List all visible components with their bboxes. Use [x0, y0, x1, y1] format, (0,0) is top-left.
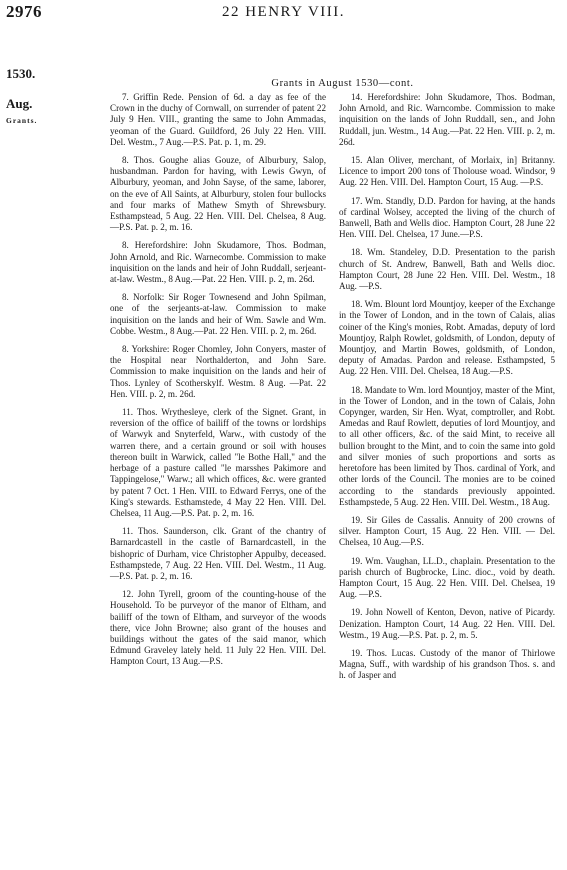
margin-topic: Grants. [6, 116, 38, 125]
calendar-entry: 19. Wm. Vaughan, LL.D., chaplain. Presentation to the parish church of Bugbrocke, Linc. dioc., void by death. Hampton Court, 15 Aug. 22 Hen. VIII. Del. Chelsea, 19 Aug. —P.S. [339, 555, 555, 600]
section-heading: Grants in August 1530—cont. [271, 78, 414, 89]
calendar-entry: 8. Herefordshire: John Skudamore, Thos. Bodman, John Arnold, and Ric. Warnecombe. Commission to make inquisition on the lands and heir of John Ruddall, serjeant-at-law. Westm., 8 Aug.—Pat. 22 Hen. VIII. p. 2, m. 26d. [110, 240, 326, 285]
calendar-entry: 11. Thos. Wrythesleye, clerk of the Signet. Grant, in reversion of the office of bailiff of the towns or lordships of Warwyk and Snyterfeld, Warw., with custody of the warren there, and a certain ground or soil with houses thereon built in Warwick, called "le Bothe Hall," and the herbage of a pasture called "le marsshes Pakimore and Tappingelose," Warw.; all which offices, &c. were granted by patent 7 Oct. 1 Hen. VIII. to Edward Ferrys, one of the King's stewards. Esthamstede, 4 May 22 Hen. VIII. Del. Chelsea, 11 Aug.—P.S. Pat. p. 2, m. 16. [110, 407, 326, 518]
calendar-entry: 8. Norfolk: Sir Roger Townesend and John Spilman, one of the serjeants-at-law. Commission to make inquisition on the lands and heir of Wm. Sawle and Wm. Cobbe. Westm., 8 Aug.—Pat. 22 Hen. VIII. p. 2, m. 26d. [110, 292, 326, 336]
calendar-entry: 18. Mandate to Wm. lord Mountjoy, master of the Mint, in the Tower of London, and in the town of Calais, John Copynger, warden, Sir Hen. Wyat, comptroller, and Robt. Amedas and Rauf Rowlett, deputies of lord Mountjoy, and to all other officers, &c. of the said Mint, to receive all bullion brought to the Mint, and to coin the same into gold and silver monies of such proportions and sorts as heretofore has been limited by Thos. cardinal of York, and other lords of the Council. The monies are to be coined according to the standards previously appointed. Esthampstede, 5 Aug. 22 Hen. VIII. Del. Westm., 18 Aug. [339, 384, 555, 507]
calendar-entry: 8. Yorkshire: Roger Chomley, John Conyers, master of the Hospital near Northalderton, and John Sare. Commission to make inquisition on the lands and heir of Thos. Lynley of Scotherskylf. Westm. 8 Aug. —Pat. 22 Hen. VIII. p. 2, m. 26d. [110, 344, 326, 399]
calendar-entry: 7. Griffin Rede. Pension of 6d. a day as fee of the Crown in the duchy of Cornwall, on surrender of patent 22 July 9 Hen. VIII., granting the same to John Ammadas, yeoman of the Guard. Guildford, 26 July 22 Hen. VIII. Del. Westm., 7 Aug.—P.S. Pat. p. 1, m. 29. [110, 92, 326, 147]
right-column [339, 92, 555, 689]
running-head: 22 HENRY VIII. [221, 4, 346, 20]
calendar-entry: 15. Alan Oliver, merchant, of Morlaix, in] Britanny. Licence to import 200 tons of Tholouse woad. Windsor, 9 Aug. 22 Hen. VIII. Del. Hampton Court, 15 Aug. —P.S. [339, 155, 555, 188]
calendar-entry: 19. Sir Giles de Cassalis. Annuity of 200 crowns of silver. Hampton Court, 15 Aug. 22 Hen. VIII. — Del. Chelsea, 10 Aug.—P.S. [339, 514, 555, 548]
calendar-entry: 19. John Nowell of Kenton, Devon, native of Picardy. Denization. Hampton Court, 14 Aug. 22 Hen. VIII. Del. Westm., 19 Aug.—P.S. Pat. p. 2, m. 5. [339, 607, 555, 640]
page-number: 2976 [6, 2, 42, 21]
calendar-entry: 11. Thos. Saunderson, clk. Grant of the chantry of Barnardcastell in the castle of Barnardcastell, in the bishopric of Durham, vice Christopher Appulby, deceased. Esthampstede, 7 Aug. 22 Hen. VIII. Del. Westm., 11 Aug.—P.S. Pat. p. 2, m. 16. [110, 526, 326, 581]
calendar-entry: 8. Thos. Goughe alias Gouze, of Alburbury, Salop, husbandman. Pardon for having, with Lewis Gwyn, of Alburbury, yeoman, and John Sayse, of the same, laborer, on the eve of All Saints, at Alburbury, stolen four bullocks and four marks of Mathew Smyth of Shrewsbury. Esthampstead, 5 Aug. 22 Hen. VIII. Del. Chelsea, 8 Aug.—P.S. Pat. p. 2, m. 16. [110, 155, 326, 233]
calendar-entry: 17. Wm. Standly, D.D. Pardon for having, at the hands of cardinal Wolsey, accepted the living of the church of Banwell, Bath and Wells dioc. Hampton Court, 28 June 22 Hen. VIII. Del. Chelsea, 17 June.—P.S. [339, 195, 555, 240]
calendar-entry: 12. John Tyrell, groom of the counting-house of the Household. To be purveyor of the manor of Eltham, and bailiff of the town of Eltham, and surveyor of the woods there, vice John Browne; also grant of the houses and buildings without the gates of the said manor, which Edmund Graveley lately held. 11 July 22 Hen. VIII. Del. Hampton Court, 13 Aug.—P.S. [110, 589, 326, 667]
calendar-entry: 19. Thos. Lucas. Custody of the manor of Thirlowe Magna, Suff., with wardship of his grandson Thos. s. and h. of Jasper and [339, 647, 555, 681]
calendar-entry: 14. Herefordshire: John Skudamore, Thos. Bodman, John Arnold, and Ric. Warncombe. Commission to make inquisition on the lands of John Ruddall, sen., and John Ruddall, jun. Westm., 14 Aug.—Pat. 22 Hen. VIII. p. 2, m. 26d. [339, 92, 555, 147]
year-label: 1530. [6, 66, 36, 81]
calendar-entry: 18. Wm. Blount lord Mountjoy, keeper of the Exchange in the Tower of London, and in the town of Calais, alias coiner of the King's monies, Robt. Amadas, deputy of lord Mountjoy, Ralph Rowlet, goldsmith, of London, deputy of Mountjoy, and Martin Bowes, goldsmith, of London, deputy of Amadas. Pardon and release. Esthampsted, 5 Aug. 22 Hen. VIII. Del. Chelsea, 18 Aug.—P.S. [339, 299, 555, 377]
left-column [110, 92, 326, 675]
margin-month: Aug. [6, 96, 33, 111]
calendar-entry: 18. Wm. Standeley, D.D. Presentation to the parish church of St. Andrew, Banwell, Bath and Wells dioc. Hampton Court, 28 June 22 Hen. VIII. Del. Westm., 18 Aug. —P.S. [339, 247, 555, 292]
